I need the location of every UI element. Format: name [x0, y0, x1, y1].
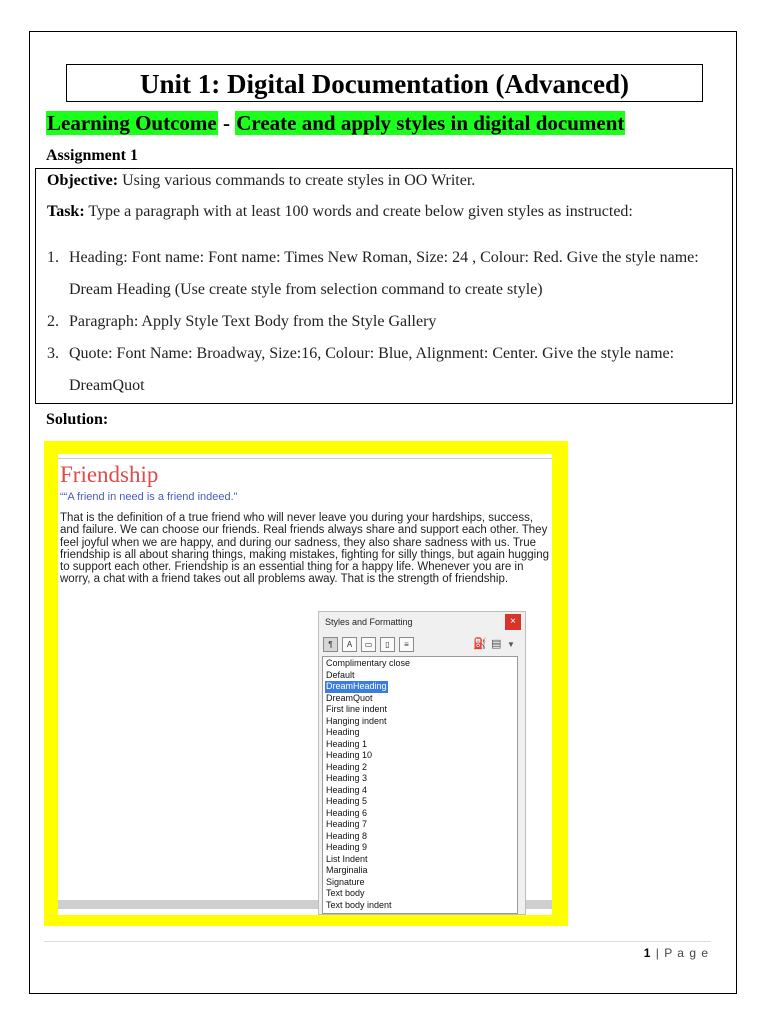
list-item[interactable]: Heading 10 [326, 750, 373, 760]
doc-quote: ““A friend in need is a friend indeed." [60, 491, 238, 503]
learning-outcome-separator: - [222, 111, 230, 135]
learning-outcome-text: Create and apply styles in digital document [236, 111, 625, 135]
list-item[interactable]: Heading 1 [326, 738, 368, 749]
list-item[interactable]: Signature [326, 876, 365, 887]
solution-screenshot [44, 441, 568, 926]
style-category-toolbar [323, 637, 521, 653]
assignment-heading: Assignment 1 [46, 147, 139, 164]
character-styles-icon[interactable]: A [342, 637, 357, 652]
task-label: Task: [47, 203, 85, 220]
list-item[interactable]: Heading 5 [326, 796, 368, 806]
step-number: 2. [47, 313, 59, 330]
solution-heading: Solution: [46, 411, 109, 428]
task-line [47, 203, 633, 221]
panel-title: Styles and Formatting [325, 617, 413, 627]
list-item[interactable]: Heading 2 [326, 761, 368, 772]
styles-formatting-panel [318, 611, 526, 915]
footer-divider [44, 941, 711, 942]
styles-list[interactable] [322, 656, 518, 914]
objective-line [47, 172, 475, 190]
chevron-down-icon[interactable]: ▼ [507, 640, 515, 649]
list-item [47, 242, 727, 306]
list-item[interactable]: DreamQuot [326, 692, 373, 703]
page-footer [644, 946, 709, 960]
learning-outcome-label: Learning Outcome [47, 111, 217, 135]
list-item[interactable]: Heading 6 [326, 807, 368, 818]
learning-outcome [46, 110, 625, 136]
objective-text: Using various commands to create styles in OO Writer. [122, 172, 476, 189]
list-item [47, 338, 727, 402]
unit-title: Unit 1: Digital Documentation (Advanced) [66, 64, 703, 102]
page-number: 1 [643, 946, 652, 960]
writer-document-view [58, 454, 552, 915]
list-item[interactable]: Heading 8 [326, 830, 368, 841]
list-item[interactable]: List Indent [326, 853, 368, 864]
objective-box [35, 168, 733, 404]
step-text: Quote: Font Name: Broadway, Size:16, Colour: Blue, Alignment: Center. Give the style name: DreamQuot [69, 345, 675, 394]
list-item[interactable]: Hanging indent [326, 715, 387, 726]
step-text: Heading: Font name: Font name: Times New Roman, Size: 24 , Colour: Red. Give the style name: Dream Heading (Use create style from selection command to create style) [69, 249, 699, 298]
steps-list [47, 242, 727, 402]
fill-format-icon[interactable]: ⛽ [473, 638, 487, 650]
list-item[interactable]: Heading 3 [326, 773, 368, 783]
doc-heading: Friendship [60, 462, 159, 487]
ruler-line [58, 458, 552, 459]
page-styles-icon[interactable]: ▯ [380, 637, 395, 652]
list-item[interactable]: Heading [326, 727, 360, 737]
close-icon[interactable]: × [505, 614, 521, 630]
footer-separator: | [655, 946, 660, 960]
task-text: Type a paragraph with at least 100 words and create below given styles as instructed: [88, 203, 633, 220]
list-styles-icon[interactable]: ≡ [399, 637, 414, 652]
list-item[interactable]: Text body [326, 888, 365, 898]
doc-body-text: That is the definition of a true friend who will never leave you during your hardships, success, and failure. We can choose our friends. Real friends always share and support each other. They feel joyful when we are happy, and during our sadness, they also share sadness with us. True friendship is all about sharing things, making mistakes, fighting for silly things, but again hugging to support each other. Friendship is an essential thing for a happy life. Whenever you are in worry, a chat with a friend takes out all problems away. That is the strength of friendship. [60, 512, 550, 586]
list-item[interactable]: Heading 7 [326, 819, 368, 829]
page-label: P a g e [664, 946, 709, 960]
step-number: 1. [47, 249, 59, 266]
step-text: Paragraph: Apply Style Text Body from the Style Gallery [69, 313, 437, 330]
list-item[interactable]: Heading 4 [326, 784, 368, 795]
frame-styles-icon[interactable]: ▭ [361, 637, 376, 652]
step-number: 3. [47, 345, 59, 362]
list-item [47, 306, 727, 338]
list-item[interactable]: Complimentary close [326, 658, 411, 668]
objective-label: Objective: [47, 172, 119, 189]
list-item[interactable]: Default [326, 669, 355, 680]
paragraph-styles-icon[interactable]: ¶ [323, 637, 338, 652]
list-item[interactable]: Text body indent [326, 899, 392, 910]
list-item[interactable]: Heading 9 [326, 842, 368, 852]
new-style-icon[interactable]: ▤ [491, 638, 502, 650]
list-item[interactable]: First line indent [326, 704, 388, 714]
list-item[interactable]: Marginalia [326, 865, 368, 875]
list-item-selected[interactable]: DreamHeading [326, 681, 387, 691]
